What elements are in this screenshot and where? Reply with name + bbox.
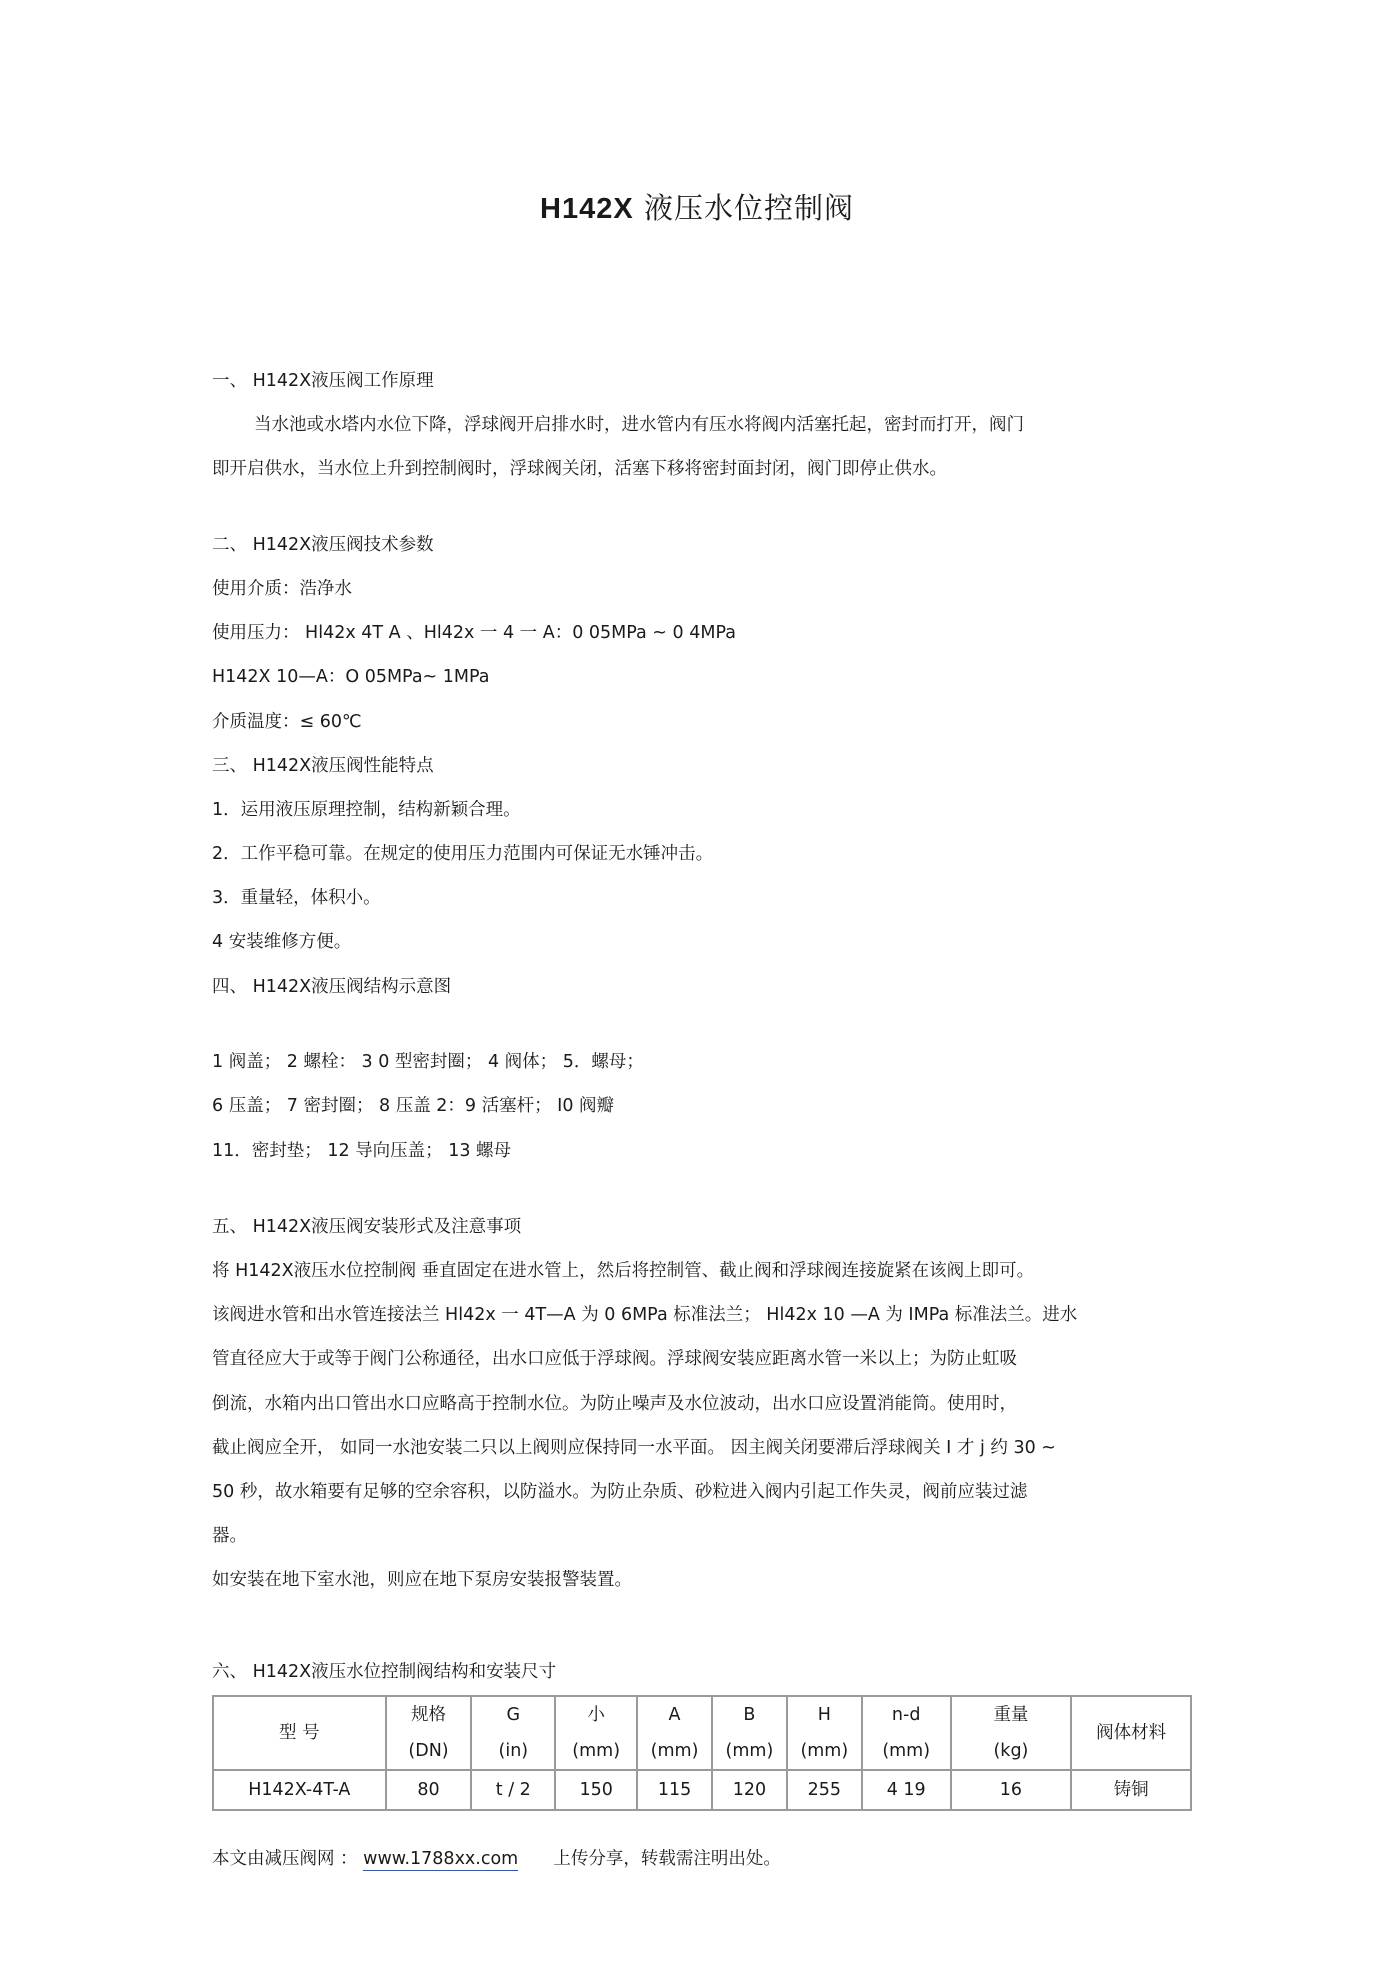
cell-a: 115 [637, 1770, 712, 1810]
cell-weight: 16 [951, 1770, 1072, 1810]
header-nd [862, 1696, 951, 1770]
header-dn-label: 规格 [411, 1705, 446, 1725]
section-3-heading: 三、 H142X液压阀性能特点 [212, 756, 434, 776]
cell-b: 120 [712, 1770, 787, 1810]
header-h [787, 1696, 862, 1770]
header-b-unit: (mm) [725, 1741, 774, 1761]
header-model: 型 号 [213, 1696, 386, 1770]
section-5-line-2: 该阀进水管和出水管连接法兰 Hl42x 一 4T—A 为 0 6MPa 标准法兰； Hl42x 10 —A 为 IMPa 标准法兰。进水 [212, 1305, 1078, 1325]
header-h-label: H [817, 1705, 831, 1725]
section-5-line-8: 如安装在地下室水池，则应在地下泵房安装报警装置。 [212, 1570, 632, 1590]
section-2-medium: 使用介质：浩净水 [212, 579, 352, 599]
cell-material: 铸铜 [1071, 1770, 1191, 1810]
section-5-line-1: 将 H142X液压水位控制阀 垂直固定在进水管上，然后将控制管、截止阀和浮球阀连接旋紧在该阀上即可。 [212, 1261, 1035, 1281]
section-5-line-7: 器。 [212, 1526, 247, 1546]
header-weight [951, 1696, 1072, 1770]
section-2-pressure-10a: H142X 10—A：O 05MPa~ 1MPa [212, 667, 490, 687]
header-a-label: A [668, 1705, 681, 1725]
dimension-table [212, 1695, 1192, 1811]
table-row [213, 1770, 1191, 1810]
section-5-line-4: 倒流，水箱内出口管出水口应略高于控制水位。为防止噪声及水位波动，出水口应设置消能筒。使用时， [212, 1394, 1017, 1414]
section-5-line-3: 管直径应大于或等于阀门公称通径，出水口应低于浮球阀。浮球阀安装应距离水管一米以上；为防止虹吸 [212, 1349, 1017, 1369]
header-d [555, 1696, 637, 1770]
cell-model: H142X-4T-A [213, 1770, 386, 1810]
title-model: H142X [540, 193, 634, 225]
header-d-unit: (mm) [572, 1741, 621, 1761]
header-material: 阀体材料 [1071, 1696, 1191, 1770]
section-4-parts-line-1: 1 阀盖； 2 螺栓： 3 0 型密封圈； 4 阀体； 5．螺母； [212, 1052, 644, 1072]
header-b-label: B [743, 1705, 756, 1725]
header-g [471, 1696, 555, 1770]
section-3-item-1: 1．运用液压原理控制，结构新颖合理。 [212, 800, 521, 820]
section-4-parts-line-2: 6 压盖； 7 密封圈； 8 压盖 2：9 活塞杆； I0 阀瓣 [212, 1096, 615, 1116]
header-h-unit: (mm) [800, 1741, 849, 1761]
cell-h: 255 [787, 1770, 862, 1810]
section-2-pressure: 使用压力： Hl42x 4T A 、Hl42x 一 4 一 A：0 05MPa ~ 0 4MPa [212, 623, 736, 643]
section-3-item-4: 4 安装维修方便。 [212, 932, 352, 952]
cell-dn: 80 [386, 1770, 472, 1810]
section-3-item-3: 3．重量轻，体积小。 [212, 888, 381, 908]
title-name: 液压水位控制阀 [643, 191, 854, 225]
header-g-unit: (in) [498, 1741, 529, 1761]
header-a [637, 1696, 712, 1770]
header-nd-unit: (mm) [882, 1741, 931, 1761]
header-nd-label: n-d [891, 1705, 921, 1725]
page-title [0, 186, 1394, 227]
header-dn-unit: (DN) [408, 1741, 449, 1761]
section-4-heading: 四、 H142X液压阀结构示意图 [212, 977, 452, 997]
section-1-heading: 一、 H142X液压阀工作原理 [212, 371, 434, 391]
cell-d: 150 [555, 1770, 637, 1810]
footer-suffix: 上传分享，转载需注明出处。 [553, 1849, 781, 1869]
footer-note [212, 1845, 781, 1870]
header-d-label: 小 [587, 1705, 605, 1725]
header-a-unit: (mm) [650, 1741, 699, 1761]
header-dn [386, 1696, 472, 1770]
section-2-heading: 二、 H142X液压阀技术参数 [212, 535, 434, 555]
table-header-row [213, 1696, 1191, 1770]
section-4-parts-line-3: 11．密封垫； 12 导向压盖； 13 螺母 [212, 1141, 512, 1161]
section-3-item-2: 2．工作平稳可靠。在规定的使用压力范围内可保证无水锤冲击。 [212, 844, 714, 864]
section-5-line-6: 50 秒，故水箱要有足够的空余容积，以防溢水。为防止杂质、砂粒进入阀内引起工作失灵，阀前应装过滤 [212, 1482, 1028, 1502]
section-5-heading: 五、 H142X液压阀安装形式及注意事项 [212, 1217, 522, 1237]
cell-nd: 4 19 [862, 1770, 951, 1810]
header-g-label: G [506, 1705, 521, 1725]
cell-g: t / 2 [471, 1770, 555, 1810]
section-5-line-5: 截止阀应全开， 如同一水池安装二只以上阀则应保持同一水平面。 因主阀关闭要滞后浮球阀关 I 才 j 约 30 ~ [212, 1438, 1056, 1458]
header-weight-label: 重量 [993, 1705, 1029, 1725]
section-6-heading: 六、 H142X液压水位控制阀结构和安装尺寸 [212, 1662, 557, 1682]
section-2-temperature: 介质温度：≤ 60℃ [212, 712, 362, 732]
header-weight-unit: (kg) [993, 1741, 1029, 1761]
footer-link[interactable]: www.1788xx.com [363, 1849, 519, 1869]
section-1-paragraph-line-2: 即开启供水，当水位上升到控制阀时，浮球阀关闭，活塞下移将密封面封闭，阀门即停止供水。 [212, 459, 947, 479]
section-1-paragraph-line-1: 当水池或水塔内水位下降，浮球阀开启排水时，进水管内有压水将阀内活塞托起，密封而打开，阀门 [254, 415, 1024, 435]
header-b [712, 1696, 787, 1770]
footer-prefix: 本文由减压阀网 ： [212, 1849, 358, 1869]
